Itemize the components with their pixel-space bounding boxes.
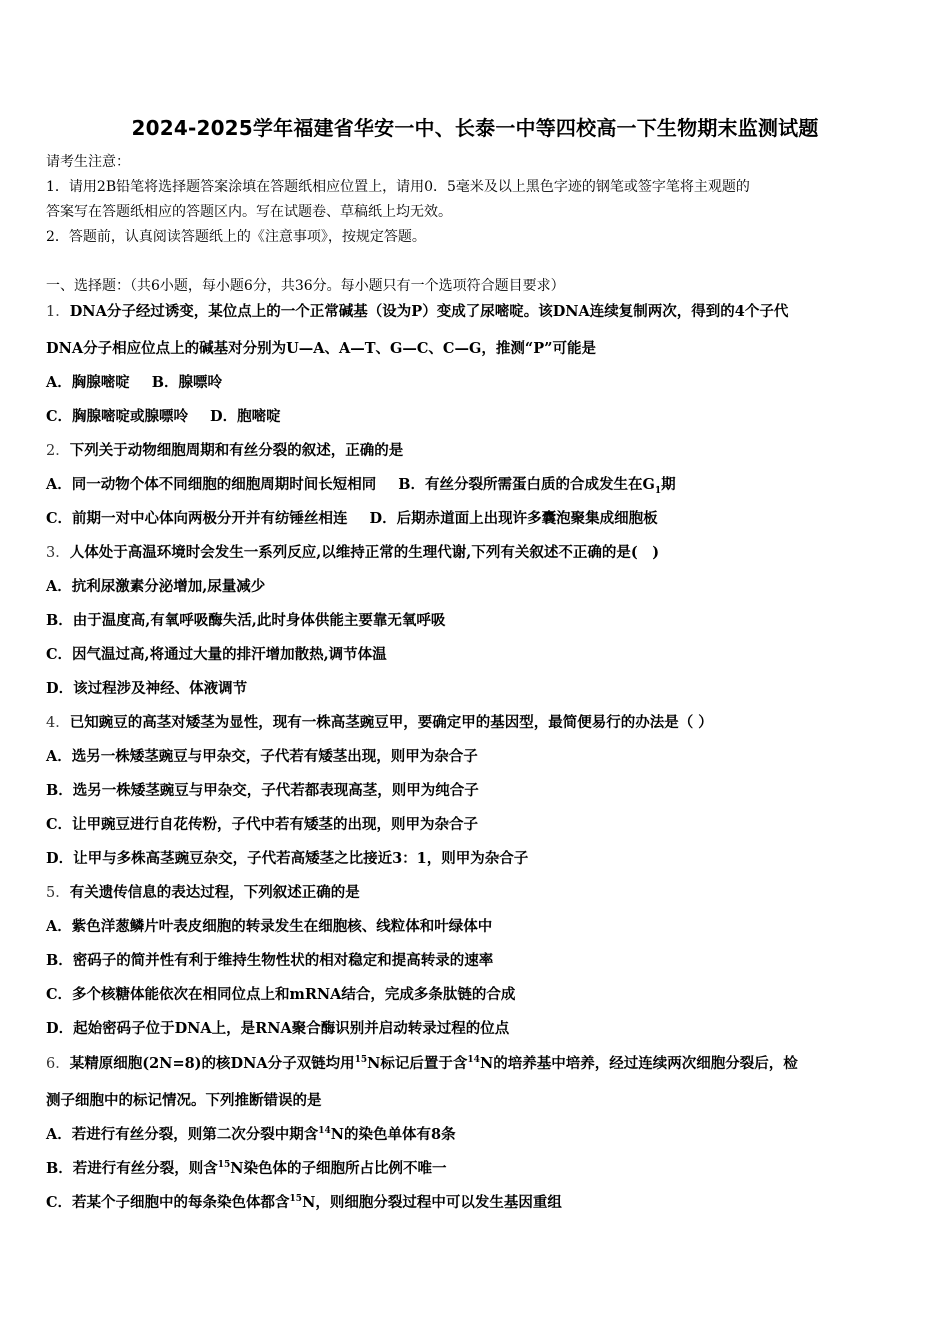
- q3-stem-line: [46, 543, 659, 563]
- q2-options-cd: [46, 509, 658, 529]
- q5-stem: 有关遗传信息的表达过程，下列叙述正确的是: [69, 884, 360, 901]
- q1-stem-line-2: DNA分子相应位点上的碱基对分别为U—A、A—T、G—C、C—G，推测“P”可能是: [46, 340, 596, 357]
- q5-option-b: B．密码子的简并性有利于维持生物性状的相对稳定和提高转录的速率: [46, 952, 494, 969]
- q3-option-a: A．抗利尿激素分泌增加,尿量减少: [46, 578, 266, 595]
- q2-number: 2．: [46, 443, 70, 459]
- q6-stem-1b: N标记后置于含: [367, 1055, 468, 1072]
- q2-options-ab: [46, 475, 676, 495]
- q4-option-a: A．选另一株矮茎豌豆与甲杂交，子代若有矮茎出现，则甲为杂合子: [46, 748, 478, 765]
- q6-option-c-sup: 15: [289, 1194, 303, 1205]
- q6-option-c-pre: C．若某个子细胞中的每条染色体都含: [46, 1194, 290, 1211]
- q6-option-c-post: N，则细胞分裂过程中可以发生基因重组: [302, 1194, 562, 1211]
- q2-option-a: A．同一动物个体不同细胞的细胞周期时间长短相同: [46, 476, 377, 493]
- q1-stem-line-1: [46, 302, 788, 322]
- q6-option-b-sup: 15: [217, 1160, 231, 1171]
- q4-option-d: D．让甲与多株高茎豌豆杂交，子代若高矮茎之比接近3：1，则甲为杂合子: [46, 850, 529, 867]
- q6-stem-1a: 某精原细胞(2N=8)的核DNA分子双链均用: [69, 1055, 355, 1072]
- q3-number: 3．: [46, 545, 70, 561]
- q6-sup-15: 15: [354, 1055, 368, 1066]
- q5-option-a: A．紫色洋葱鳞片叶表皮细胞的转录发生在细胞核、线粒体和叶绿体中: [46, 918, 493, 935]
- q6-stem-line-2: 测子细胞中的标记情况。下列推断错误的是: [46, 1092, 322, 1109]
- q4-option-b: B．选另一株矮茎豌豆与甲杂交，子代若都表现高茎，则甲为纯合子: [46, 782, 479, 799]
- q3-option-c: C．因气温过高,将通过大量的排汗增加散热,调节体温: [46, 646, 387, 663]
- q1-option-b: B．腺嘌呤: [151, 374, 223, 391]
- q2-option-b: [398, 476, 676, 496]
- notice-line-2: 2．答题前，认真阅读答题纸上的《注意事项》，按规定答题。: [46, 229, 426, 245]
- q6-number: 6．: [46, 1056, 70, 1072]
- q1-number: 1．: [46, 304, 70, 320]
- q6-option-b: [46, 1159, 447, 1179]
- q3-option-b: B．由于温度高,有氧呼吸酶失活,此时身体供能主要靠无氧呼吸: [46, 612, 446, 629]
- q6-option-a-post: N的染色单体有8条: [330, 1126, 456, 1143]
- q2-option-b-pre: B．有丝分裂所需蛋白质的合成发生在G: [398, 476, 655, 493]
- notice-heading: 请考生注意：: [46, 154, 130, 170]
- q4-number: 4．: [46, 715, 70, 731]
- q3-option-d: D．该过程涉及神经、体液调节: [46, 680, 248, 697]
- q1-option-a: A．胸腺嘧啶: [46, 374, 130, 391]
- q2-option-c: C．前期一对中心体向两极分开并有纺锤丝相连: [46, 510, 348, 527]
- q6-stem-line-1: [46, 1054, 798, 1074]
- notice-line-1b: 答案写在答题纸相应的答题区内。写在试题卷、草稿纸上均无效。: [46, 204, 452, 220]
- q6-option-a: [46, 1125, 456, 1145]
- q1-options-cd: [46, 407, 281, 427]
- section-heading: 一、选择题：（共6小题，每小题6分，共36分。每小题只有一个选项符合题目要求）: [46, 278, 565, 294]
- q2-stem-line: [46, 441, 403, 461]
- q6-stem-1c: N的培养基中培养，经过连续两次细胞分裂后，检: [479, 1055, 798, 1072]
- q6-sup-14: 14: [467, 1055, 480, 1066]
- q5-number: 5．: [46, 885, 70, 901]
- q4-option-c: C．让甲豌豆进行自花传粉，子代中若有矮茎的出现，则甲为杂合子: [46, 816, 479, 833]
- q4-stem: 已知豌豆的高茎对矮茎为显性，现有一株高茎豌豆甲，要确定甲的基因型，最简便易行的办法是（ ）: [69, 714, 713, 731]
- q2-option-d: D．后期赤道面上出现许多囊泡聚集成细胞板: [369, 510, 658, 527]
- q6-option-b-post: N染色体的子细胞所占比例不唯一: [230, 1160, 447, 1177]
- q6-option-a-pre: A．若进行有丝分裂，则第二次分裂中期含: [46, 1126, 319, 1143]
- q2-stem: 下列关于动物细胞周期和有丝分裂的叙述，正确的是: [69, 442, 404, 459]
- q2-option-b-sub: 1: [654, 485, 662, 496]
- q5-option-c: C．多个核糖体能依次在相同位点上和mRNA结合，完成多条肽链的合成: [46, 986, 516, 1003]
- q1-options-ab: [46, 373, 222, 393]
- q6-option-b-pre: B．若进行有丝分裂，则含: [46, 1160, 218, 1177]
- q1-option-d: D．胞嘧啶: [210, 408, 281, 425]
- q5-option-d: D．起始密码子位于DNA上，是RNA聚合酶识别并启动转录过程的位点: [46, 1020, 510, 1037]
- q6-option-c: [46, 1193, 562, 1213]
- q1-option-c: C．胸腺嘧啶或腺嘌呤: [46, 408, 189, 425]
- q4-stem-line: [46, 713, 713, 733]
- q3-stem: 人体处于高温环境时会发生一系列反应,以维持正常的生理代谢,下列有关叙述不正确的是( ): [69, 544, 660, 561]
- q6-option-a-sup: 14: [318, 1126, 331, 1137]
- notice-line-1a: 1．请用2B铅笔将选择题答案涂填在答题纸相应位置上，请用0．5毫米及以上黑色字迹的钢笔或签字笔将主观题的: [46, 179, 750, 195]
- q2-option-b-post: 期: [661, 476, 676, 493]
- q1-stem-1: DNA分子经过诱变，某位点上的一个正常碱基（设为P）变成了尿嘧啶。该DNA连续复制两次，得到的4个子代: [69, 303, 789, 320]
- exam-title: 2024-2025学年福建省华安一中、长泰一中等四校高一下生物期末监测试题: [131, 116, 819, 140]
- q5-stem-line: [46, 883, 360, 903]
